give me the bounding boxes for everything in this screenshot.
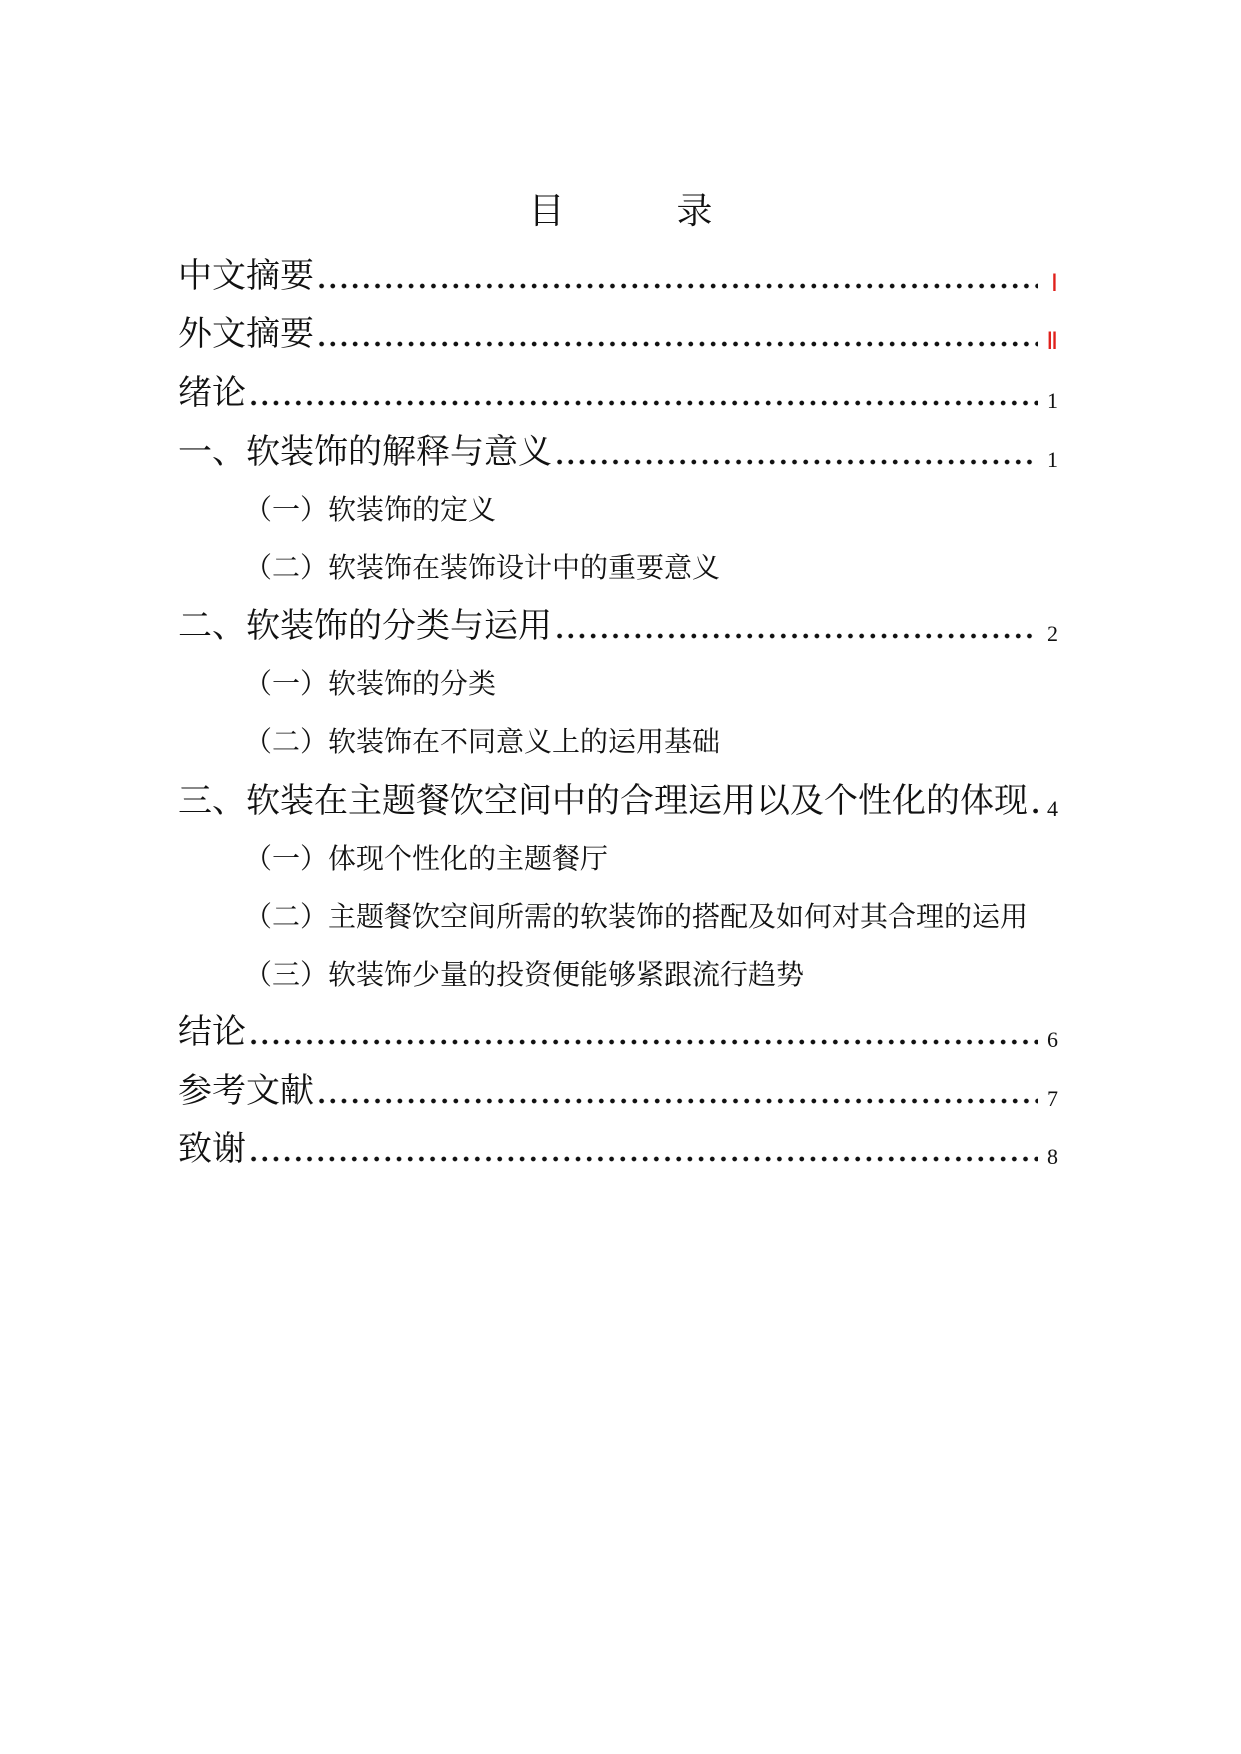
toc-subentry-1-2[interactable]: （二）软装饰在装饰设计中的重要意义 [244,551,721,584]
toc-title: 目 录 [528,191,751,232]
toc-page-number: Ⅰ [1050,271,1058,297]
toc-page-number: Ⅱ [1046,329,1058,355]
toc-entry-label: 二、软装饰的分类与运用 [178,606,552,646]
toc-page-number: 8 [1047,1144,1058,1169]
dot-leader [1030,777,1038,825]
dot-leader [316,1067,1038,1115]
dot-leader [248,369,1038,417]
dot-leader [554,428,1038,476]
toc-page-number: 6 [1047,1027,1058,1052]
toc-page-number: 1 [1047,447,1058,472]
toc-entry-chapter-2[interactable] [178,602,1058,650]
toc-entry-chapter-1[interactable] [178,428,1058,476]
toc-entry-label: 一、软装饰的解释与意义 [178,432,552,472]
toc-entry-label: 中文摘要 [178,256,314,296]
toc-subentry-2-2[interactable]: （二）软装饰在不同意义上的运用基础 [244,725,721,758]
toc-subentry-3-2[interactable]: （二）主题餐饮空间所需的软装饰的搭配及如何对其合理的运用 [244,900,1029,933]
toc-entry-conclusion[interactable] [178,1008,1058,1056]
toc-entry-acknowledgements[interactable] [178,1125,1058,1173]
toc-subentry-1-1[interactable]: （一）软装饰的定义 [244,493,497,526]
dot-leader [316,310,1038,358]
toc-page-number: 4 [1047,796,1058,821]
dot-leader [554,602,1038,650]
toc-entry-label: 三、软装在主题餐饮空间中的合理运用以及个性化的体现 [178,781,1028,821]
toc-subentry-2-1[interactable]: （一）软装饰的分类 [244,667,497,700]
toc-entry-label: 结论 [178,1012,246,1052]
toc-subentry-3-1[interactable]: （一）体现个性化的主题餐厅 [244,842,609,875]
toc-page-number: 7 [1047,1086,1058,1111]
toc-entry-label: 参考文献 [178,1071,314,1111]
dot-leader [248,1125,1038,1173]
toc-entry-label: 外文摘要 [178,314,314,354]
toc-subentry-3-3[interactable]: （三）软装饰少量的投资便能够紧跟流行趋势 [244,958,805,991]
toc-page-number: 1 [1047,388,1058,413]
toc-entry-chapter-3[interactable] [178,777,1058,825]
toc-page-number: 2 [1047,621,1058,646]
toc-entry-references[interactable] [178,1067,1058,1115]
toc-entry-chinese-abstract[interactable] [178,252,1058,300]
dot-leader [248,1008,1038,1056]
dot-leader [316,252,1038,300]
toc-entry-introduction[interactable] [178,369,1058,417]
toc-entry-label: 绪论 [178,373,246,413]
toc-entry-label: 致谢 [178,1129,246,1169]
toc-entry-foreign-abstract[interactable] [178,310,1058,358]
